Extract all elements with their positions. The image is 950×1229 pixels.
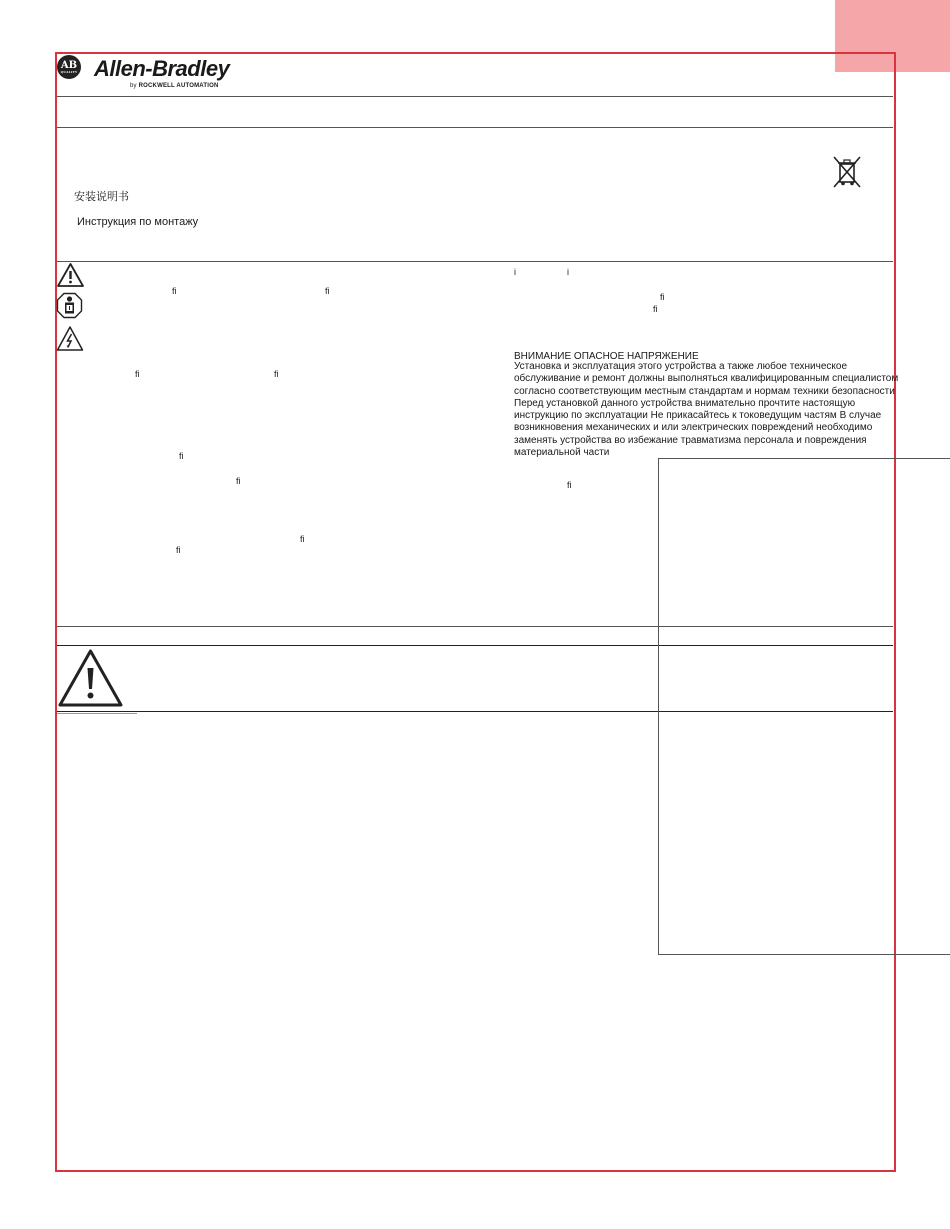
warning-line: согласно соответствующим местным стандартам и нормам техники безопасности	[514, 385, 895, 397]
header-divider	[57, 96, 893, 97]
brand-byline: by ROCKWELL AUTOMATION	[130, 83, 219, 89]
warning-line: Перед установкой данного устройства внимательно прочтите настоящую	[514, 397, 856, 409]
glyph-mark: ﬁ	[135, 369, 140, 379]
side-box-bottom	[658, 954, 950, 955]
glyph-mark: i	[567, 267, 569, 277]
warning-paragraph	[514, 361, 898, 459]
title-divider-bottom	[57, 261, 893, 262]
glyph-mark: ﬁ	[176, 545, 181, 555]
warning-line: материальной части	[514, 447, 610, 459]
warning-box-top	[57, 645, 893, 646]
crossed-out-bin-icon	[831, 155, 863, 189]
glyph-mark: ﬁ	[172, 286, 177, 296]
warning-triangle-icon	[56, 262, 85, 288]
allen-bradley-logo: AB QUALITY	[57, 55, 81, 79]
glyph-mark: ﬁ	[660, 292, 665, 302]
warning-line: Установка и эксплуатация этого устройства а также любое техническое	[514, 361, 848, 372]
glyph-mark: ﬁ	[567, 480, 572, 490]
brand-name: Allen-Bradley	[94, 56, 230, 81]
high-voltage-icon	[56, 325, 84, 352]
glyph-mark: ﬁ	[653, 304, 658, 314]
glyph-mark: ﬁ	[300, 534, 305, 544]
title-divider-top	[57, 127, 893, 128]
warning-line: заменять устройства во избежание травматизма персонала и повреждения	[514, 434, 867, 446]
warning-line: возникновения механических и или электрических повреждений необходимо	[514, 422, 873, 434]
section-divider	[57, 626, 893, 627]
read-manual-icon	[56, 292, 83, 319]
glyph-mark: ﬁ	[236, 476, 241, 486]
title-chinese: 安装说明书	[74, 190, 129, 203]
title-russian: Инструкция по монтажу	[77, 216, 199, 228]
warning-box-bottom	[57, 711, 893, 712]
warning-line: инструкцию по эксплуатации Не прикасайтесь к токоведущим частям В случае	[514, 410, 882, 422]
glyph-mark: ﬁ	[179, 451, 184, 461]
glyph-mark: ﬁ	[325, 286, 330, 296]
warning-line: обслуживание и ремонт должны выполняться квалифицированным специалистом	[514, 373, 899, 385]
large-warning-triangle-icon	[57, 648, 124, 708]
warning-title: ВНИМАНИЕ ОПАСНОЕ НАПРЯЖЕНИЕ	[514, 351, 699, 362]
glyph-mark: i	[514, 267, 516, 277]
side-box-left	[658, 458, 659, 954]
warning-icon-underline	[57, 713, 137, 714]
glyph-mark: ﬁ	[274, 369, 279, 379]
